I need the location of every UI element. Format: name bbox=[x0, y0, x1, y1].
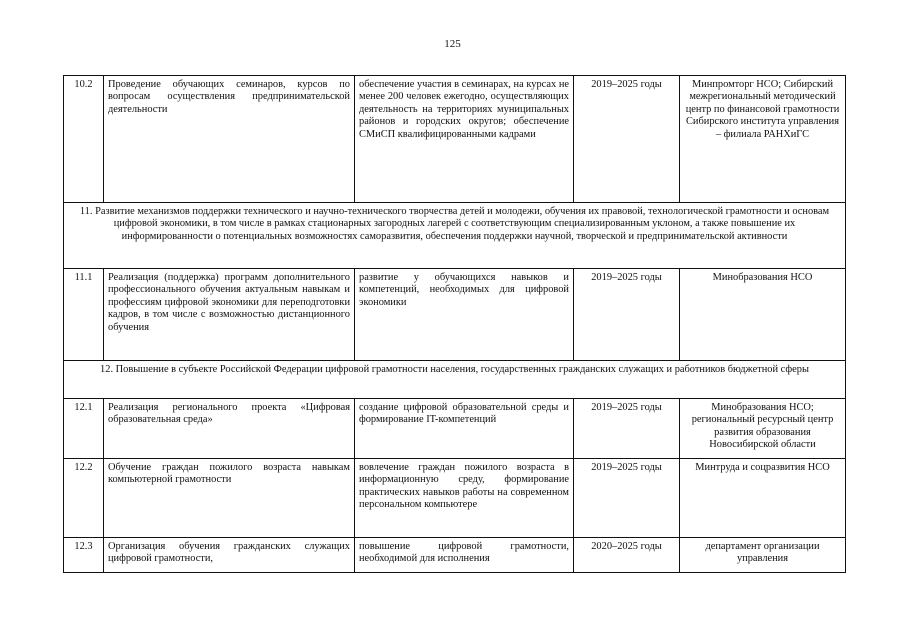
event-cell: Организация обучения гражданских служащих цифровой грамотности, bbox=[104, 538, 355, 573]
item-number: 10.2 bbox=[64, 76, 104, 203]
event-cell: Реализация регионального проекта «Цифровая образовательная среда» bbox=[104, 399, 355, 459]
section-row bbox=[64, 361, 846, 399]
section-heading: 11. Развитие механизмов поддержки технического и научно-технического творчества детей и молодежи, обучения их правовой, технологической грамотности и основам цифровой экономики, в том числе в рамках стационарных загородных лагерей с соответствующим специализированным уклоном, а также повышение их информированности о потенциальных возможностях саморазвития, обеспечения поддержки научной, творческой и предпринимательской активности bbox=[64, 203, 846, 269]
period-cell: 2019–2025 годы bbox=[574, 459, 680, 538]
result-cell: вовлечение граждан пожилого возраста в информационную среду, формирование практических навыков работы на современном персональном компьютере bbox=[355, 459, 574, 538]
measures-table bbox=[63, 75, 846, 573]
event-cell: Проведение обучающих семинаров, курсов по вопросам осуществления предпринимательской деятельности bbox=[104, 76, 355, 203]
table-row bbox=[64, 76, 846, 203]
period-cell: 2019–2025 годы bbox=[574, 76, 680, 203]
page-number: 125 bbox=[444, 38, 461, 50]
executor-cell: Минобразования НСО bbox=[680, 269, 846, 361]
executor-cell: департамент организации управления bbox=[680, 538, 846, 573]
item-number: 12.2 bbox=[64, 459, 104, 538]
table-row bbox=[64, 459, 846, 538]
event-cell: Обучение граждан пожилого возраста навыкам компьютерной грамотности bbox=[104, 459, 355, 538]
result-cell: обеспечение участия в семинарах, на курсах не менее 200 человек ежегодно, осуществляющих деятельность на территориях муниципальных районов и городских округов; обеспечение СМиСП квалифицированными кадрами bbox=[355, 76, 574, 203]
item-number: 12.3 bbox=[64, 538, 104, 573]
event-cell: Реализация (поддержка) программ дополнительного профессионального обучения актуальным навыкам и профессиям цифровой экономики для переподготовки кадров, в том числе с возможностью дистанционного обучения bbox=[104, 269, 355, 361]
executor-cell: Минпромторг НСО; Сибирский межрегиональный методический центр по финансовой грамотности Сибирского института управления – филиала РАНХиГС bbox=[680, 76, 846, 203]
table-row bbox=[64, 538, 846, 573]
table-row bbox=[64, 399, 846, 459]
executor-cell: Минобразования НСО; региональный ресурсный центр развития образования Новосибирской области bbox=[680, 399, 846, 459]
section-heading: 12. Повышение в субъекте Российской Федерации цифровой грамотности населения, государственных гражданских служащих и работников бюджетной сферы bbox=[64, 361, 846, 399]
result-cell: развитие у обучающихся навыков и компетенций, необходимых для цифровой экономики bbox=[355, 269, 574, 361]
result-cell: создание цифровой образовательной среды и формирование IT-компетенций bbox=[355, 399, 574, 459]
executor-cell: Минтруда и соцразвития НСО bbox=[680, 459, 846, 538]
period-cell: 2020–2025 годы bbox=[574, 538, 680, 573]
period-cell: 2019–2025 годы bbox=[574, 269, 680, 361]
result-cell: повышение цифровой грамотности, необходимой для исполнения bbox=[355, 538, 574, 573]
section-row bbox=[64, 203, 846, 269]
item-number: 11.1 bbox=[64, 269, 104, 361]
item-number: 12.1 bbox=[64, 399, 104, 459]
table-row bbox=[64, 269, 846, 361]
period-cell: 2019–2025 годы bbox=[574, 399, 680, 459]
